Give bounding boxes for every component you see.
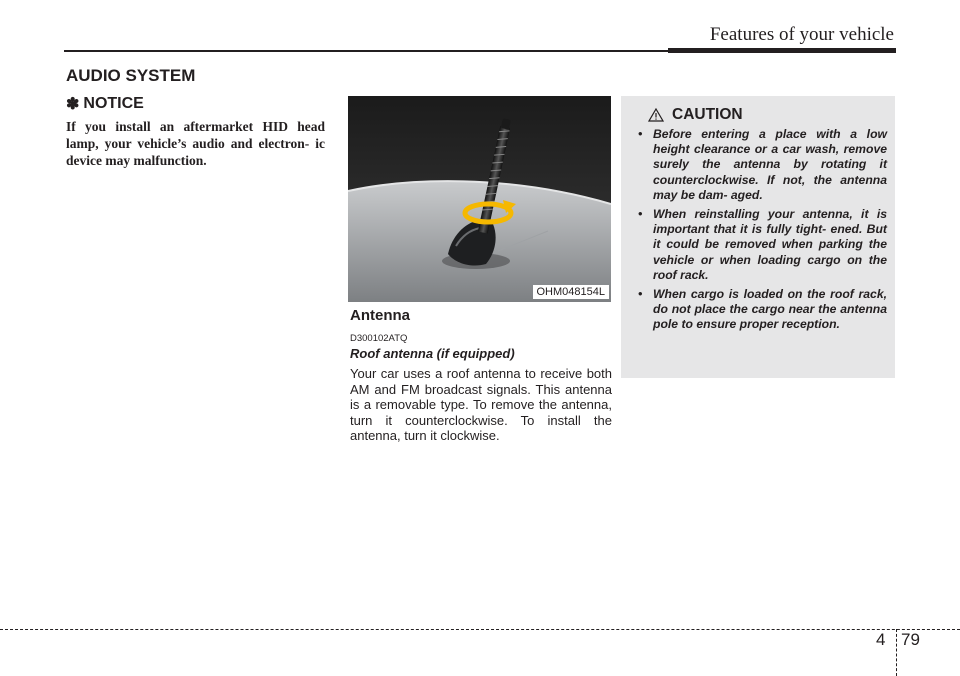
caution-item-text: When reinstalling your antenna, it is important that it is fully tight- ened. But it could be removed when parking the vehicle or when loading cargo on the roof rack. [653,207,887,282]
bullet-icon: • [638,207,643,222]
notice-star-icon: ✽ [66,96,80,113]
document-code: D300102ATQ [350,333,408,344]
caution-item [631,207,887,283]
antenna-photo [348,96,611,302]
figure-code: OHM048154L [533,285,610,299]
footer-divider [896,629,897,676]
caution-title-label: CAUTION [672,106,743,123]
caution-box [621,96,895,378]
page-number: 79 [901,630,920,649]
caution-list [631,127,887,337]
chapter-number: 4 [876,630,886,649]
antenna-heading: Antenna [350,307,410,324]
section-title: AUDIO SYSTEM [66,66,196,85]
notice-heading [66,94,144,114]
warning-triangle-icon [648,108,664,122]
bullet-icon: • [638,287,643,302]
caution-item-text: Before entering a place with a low height clearance or a car wash, remove surely the antenna by rotating it counterclockwise. If not, the antenna may be dam- aged. [653,127,887,202]
footer-rule [0,629,960,630]
header-rule-thick [668,48,896,53]
notice-heading-label: NOTICE [83,95,144,112]
bullet-icon: • [638,127,643,141]
caution-item [631,287,887,333]
caution-item-text: When cargo is loaded on the roof rack, do not place the cargo near the antenna pole to ensure proper reception. [653,287,887,332]
caution-item [631,127,887,203]
header-rule [64,50,668,52]
caution-title [648,106,743,124]
notice-body: If you install an aftermarket HID head lamp, your vehicle’s audio and electron- ic device may malfunction. [66,119,325,168]
roof-antenna-illustration [348,96,611,302]
header-title: Features of your vehicle [709,24,894,45]
roof-antenna-subheading: Roof antenna (if equipped) [350,346,515,361]
antenna-body: Your car uses a roof antenna to receive both AM and FM broadcast signals. This antenna is a removable type. To remove the antenna, turn it counterclockwise. To install the antenna, turn it clockwise. [350,366,612,443]
